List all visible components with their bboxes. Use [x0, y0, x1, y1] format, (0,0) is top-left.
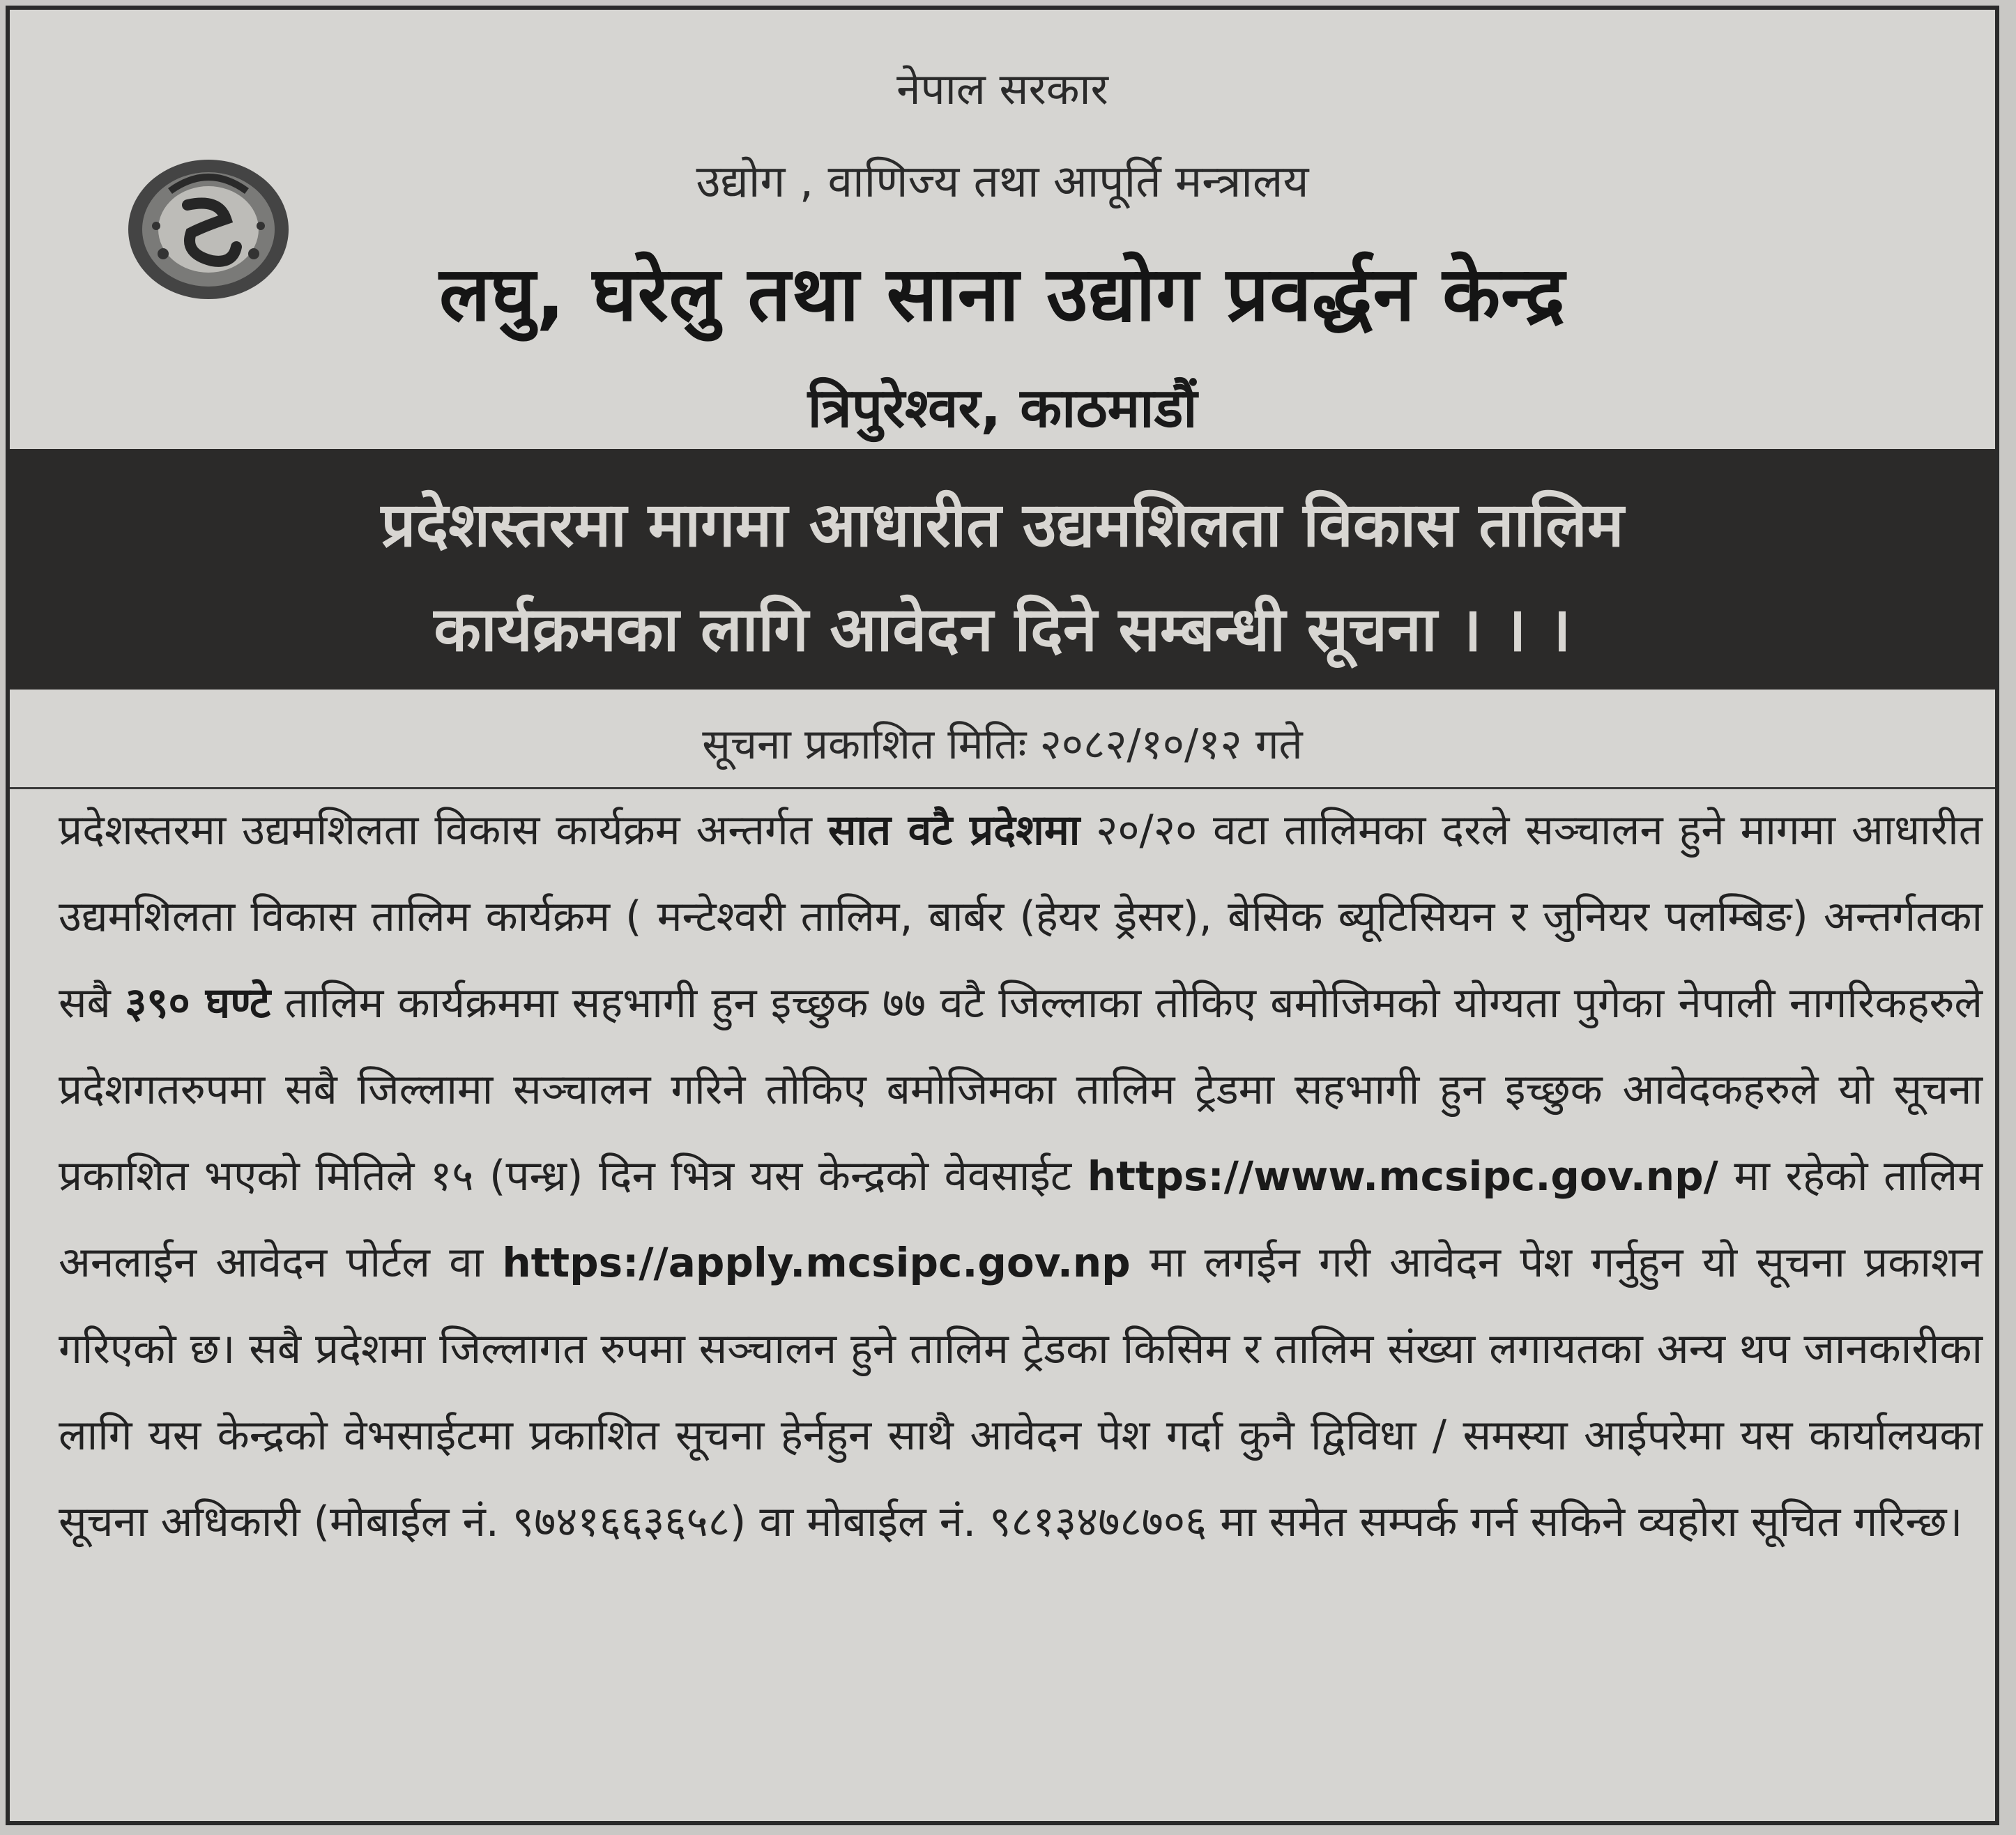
body-emphasis-provinces: सात वटै प्रदेशमा: [827, 806, 1080, 855]
body-text-5: मा लगईन गरी आवेदन पेश गर्नुहुन यो सूचना प्रकाशन गरिएको छ। सबै प्रदेशमा जिल्लागत रुपमा सञ्चालन हुने तालिम ट्रेडका किसिम र तालिम संख्या लगायतका अन्य थप जानकारीका लागि यस केन्द्रको वेभसाईटमा प्रकाशित सूचना हेर्नहुन साथै आवेदन पेश गर्दा कुनै द्विविधा / समस्या आईपरेमा यस कार्यालयका सूचना अधिकारी (मोबाईल नं. ९७४१६६३६५८) वा मोबाईल नं. ९८१३४७८७०६ मा समेत सम्पर्क गर्न सकिने व्यहोरा सूचित गरिन्छ।: [59, 1238, 1983, 1546]
notice-title-band: [10, 449, 1995, 690]
body-text-3: तालिम कार्यक्रममा सहभागी हुन इच्छुक ७७ वटै जिल्लाका तोकिए बमोजिमको योग्यता पुगेका नेपाली नागरिकहरुले प्रदेशगतरुपमा सबै जिल्लामा सञ्चालन गरिने तोकिए बमोजिमका तालिम ट्रेडमा सहभागी हुन इच्छुक आवेदकहरुले यो सूचना प्रकाशित भएको मितिले १५ (पन्ध्र) दिन भित्र यस केन्द्रको वेवसाईट: [59, 979, 1983, 1201]
body-emphasis-hours: ३९० घण्टे: [125, 979, 271, 1028]
government-name: नेपाल सरकार: [896, 63, 1108, 114]
center-name: लघु, घरेलु तथा साना उद्योग प्रवर्द्धन केन्द्र: [439, 251, 1566, 338]
website-link[interactable]: https://www.mcsipc.gov.np/: [1087, 1152, 1718, 1200]
notice-title-line-2: कार्यक्रमका लागि आवेदन दिने सम्बन्धी सूचना । । ।: [434, 593, 1571, 665]
apply-portal-link[interactable]: https://apply.mcsipc.gov.np: [502, 1239, 1131, 1286]
notice-paragraph: [59, 787, 1983, 1565]
body-text-2: २०/२० वटा तालिमका दरले सञ्चालन हुने मागमा आधारीत उद्यमशिलता विकास तालिम कार्यक्रम ( मन्टेश्वरी तालिम, बार्बर (हेयर ड्रेसर), बेसिक ब्यूटिसियन र जुनियर पलम्बिङ) अन्तर्गतका सबै: [59, 806, 1983, 1028]
notice-title-line-1: प्रदेशस्तरमा मागमा आधारीत उद्यमशिलता विकास तालिम: [381, 489, 1624, 561]
body-text-1: प्रदेशस्तरमा उद्यमशिलता विकास कार्यक्रम अन्तर्गत: [59, 806, 828, 855]
ministry-name: उद्योग , वाणिज्य तथा आपूर्ति मन्त्रालय: [696, 156, 1309, 208]
notice-body: [59, 787, 1983, 1565]
notice-frame: [6, 6, 1999, 1825]
body-text-4: मा रहेको तालिम अनलाईन आवेदन पोर्टल वा: [59, 1152, 1983, 1287]
office-location: त्रिपुरेश्वर, काठमाडौं: [807, 377, 1198, 440]
notice-header: [10, 10, 1995, 442]
publication-date: सूचना प्रकाशित मितिः २०८२/१०/१२ गते: [702, 720, 1303, 769]
